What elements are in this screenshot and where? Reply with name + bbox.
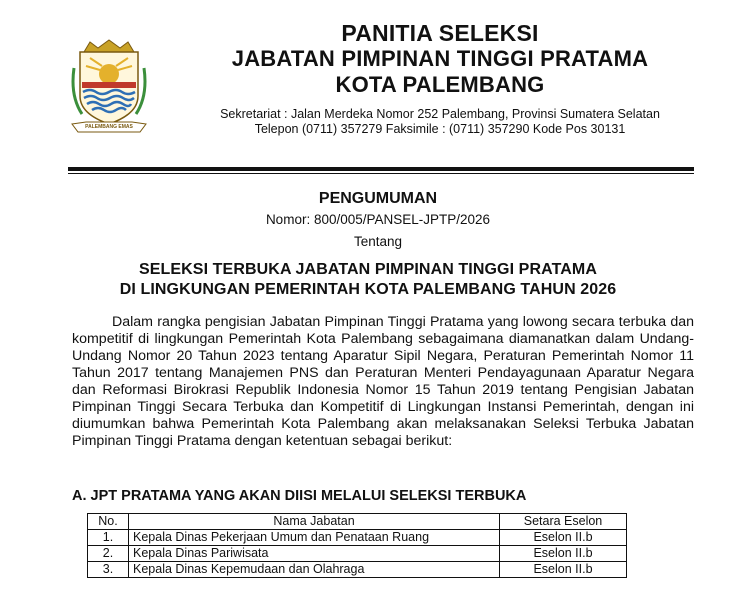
header-address: Sekretariat : Jalan Merdeka Nomor 252 Palembang, Provinsi Sumatera Selatan <box>220 107 660 121</box>
header-title-line1: PANITIA SELEKSI <box>341 20 539 46</box>
header-contact: Telepon (0711) 357279 Faksimile : (0711) 357290 Kode Pos 30131 <box>254 122 626 136</box>
table-row <box>88 562 627 578</box>
section-a-heading: A. JPT PRATAMA YANG AKAN DIISI MELALUI SELEKSI TERBUKA <box>72 488 527 504</box>
cell-nama-jabatan: Kepala Dinas Pekerjaan Umum dan Penataan Ruang <box>129 530 500 546</box>
logo-ribbon-text: PALEMBANG EMAS <box>85 124 133 130</box>
header-title-line2: JABATAN PIMPINAN TINGGI PRATAMA <box>231 46 649 71</box>
city-emblem-logo <box>70 38 148 138</box>
cell-no: 3. <box>88 562 129 578</box>
column-header-nama-jabatan: Nama Jabatan <box>129 514 500 530</box>
letterhead-rule-thick <box>68 167 694 171</box>
cell-eselon: Eselon II.b <box>500 530 627 546</box>
subject-line1: SELEKSI TERBUKA JABATAN PIMPINAN TINGGI PRATAMA <box>138 261 598 278</box>
table-row <box>88 546 627 562</box>
announcement-body <box>72 314 694 450</box>
cell-eselon: Eselon II.b <box>500 546 627 562</box>
subject-line2: DI LINGKUNGAN PEMERINTAH KOTA PALEMBANG TAHUN 2026 <box>119 281 617 298</box>
jpt-table <box>87 513 627 578</box>
cell-nama-jabatan: Kepala Dinas Pariwisata <box>129 546 500 562</box>
header-title-line3: KOTA PALEMBANG <box>335 72 545 97</box>
cell-no: 1. <box>88 530 129 546</box>
cell-eselon: Eselon II.b <box>500 562 627 578</box>
cell-nama-jabatan: Kepala Dinas Kepemudaan dan Olahraga <box>129 562 500 578</box>
column-header-eselon: Setara Eselon <box>500 514 627 530</box>
body-paragraph: Dalam rangka pengisian Jabatan Pimpinan Tinggi Pratama yang lowong secara terbuka dan kompetitif di lingkungan Pemerintah Kota Palembang sebagaimana diamanatkan dalam Undang-Undang Nomor 20 Tahun 2023 tentang Aparatur Sipil Negara, Peraturan Pemerintah Nomor 11 Tahun 2017 tentang Manajemen PNS dan Peraturan Menteri Pendayagunaan Aparatur Negara dan Reformasi Birokrasi Republik Indonesia Nomor 15 Tahun 2019 tentang Pengisian Jabatan Pimpinan Tinggi Secara Terbuka dan Kompetitif di Lingkungan Instansi Pemerintah, dengan ini diumumkan bahwa Pemerintah Kota Palembang akan melaksanakan Seleksi Terbuka Jabatan Pimpinan Tinggi Pratama dengan ketentuan sebagai berikut: <box>72 314 694 449</box>
announcement-about: Tentang <box>353 234 403 249</box>
palembang-emblem-icon <box>70 38 148 138</box>
column-header-no: No. <box>88 514 129 530</box>
announcement-number: Nomor: 800/005/PANSEL-JPTP/2026 <box>265 212 491 227</box>
table-header-row <box>88 514 627 530</box>
letterhead-rule-thin <box>68 173 694 174</box>
table-row <box>88 530 627 546</box>
cell-no: 2. <box>88 546 129 562</box>
announcement-title: PENGUMUMAN <box>318 190 438 207</box>
